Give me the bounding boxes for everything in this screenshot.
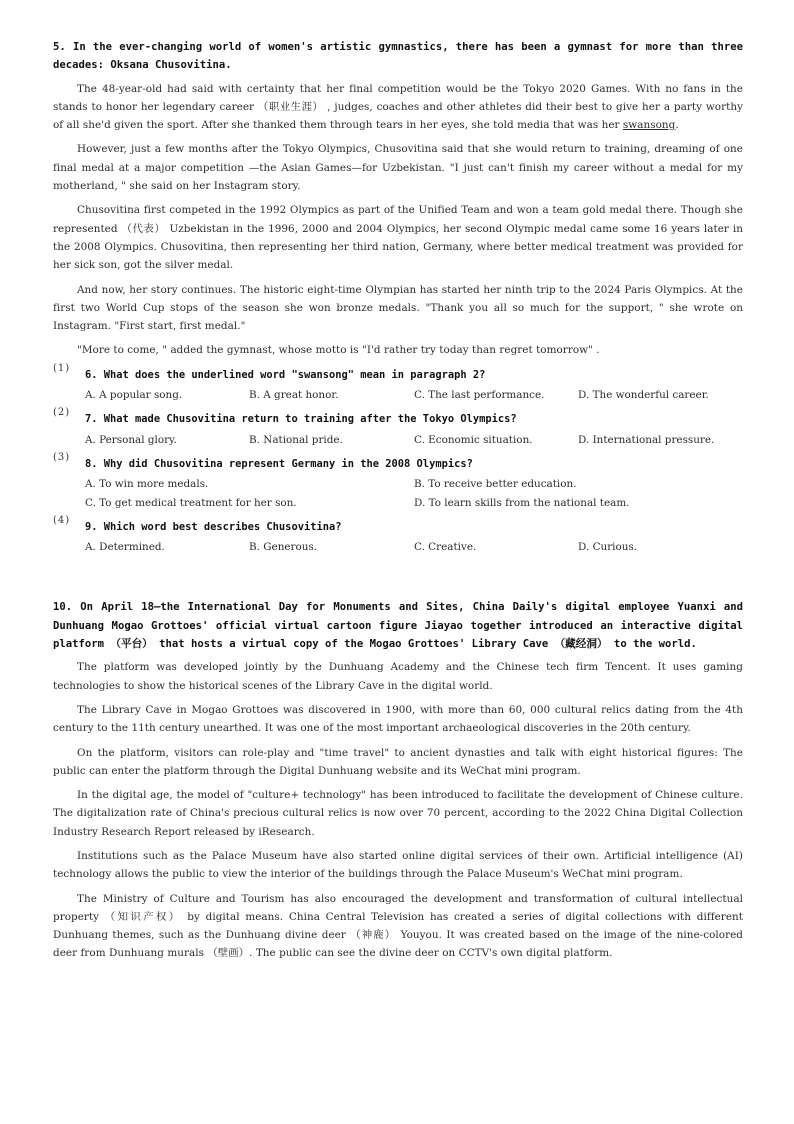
question-3-options <box>85 475 743 512</box>
question-1-options <box>85 386 743 404</box>
underlined-word: swansong <box>622 119 676 132</box>
question-text: 9. Which word best describes Chusovitina? <box>85 520 342 533</box>
worksheet-page <box>53 38 743 969</box>
option-d[interactable]: D. International pressure. <box>578 433 715 446</box>
passage1-p1-end: . <box>675 119 679 132</box>
option-b[interactable]: B. To receive better education. <box>414 478 577 491</box>
passage1-paragraph-1 <box>53 80 743 135</box>
passage2-paragraph-5: Institutions such as the Palace Museum have also started online digital services of their own. Artificial intelligence (AI) technology allows the public to view the interior of the buildings through the Palace Museum's WeChat mini program. <box>53 849 743 881</box>
question-number: (2) <box>53 407 71 419</box>
question-3 <box>53 451 743 473</box>
question-4-options <box>85 538 743 556</box>
question-4 <box>53 514 743 536</box>
question-2 <box>53 407 743 428</box>
passage2-paragraph-2: The Library Cave in Mogao Grottoes was discovered in 1900, with more than 60, 000 cultural relics dating from the 4th century to the 11th century unearthed. It was one of the most important archaeological discoveries in the 20th century. <box>53 703 743 735</box>
question-text: 6. What does the underlined word "swansong" mean in paragraph 2? <box>85 368 486 381</box>
option-a[interactable]: A. To win more medals. <box>85 478 209 491</box>
passage2-heading: 10. On April 18—the International Day for Monuments and Sites, China Daily's digital employee Yuanxi and Dunhuang Mogao Grottoes' official virtual cartoon figure Jiayao together introduced an interactive digital platform （平台） that hosts a virtual copy of the Mogao Grottoes' Library Cave （藏经洞） to the world. <box>53 601 743 651</box>
passage1-paragraph-3: Chusovitina first competed in the 1992 Olympics as part of the Unified Team and won a team gold medal there. Though she represented （代表） Uzbekistan in the 1996, 2000 and 2004 Olympics, her second Olympic medal came some 16 years later in the 2008 Olympics. Chusovitina, then representing her third nation, Germany, where better medical treatment was provided for her sick son, got the silver medal. <box>53 204 743 272</box>
question-number: (3) <box>53 451 71 463</box>
option-b[interactable]: B. Generous. <box>249 541 318 554</box>
option-a[interactable]: A. Personal glory. <box>85 433 177 446</box>
option-c[interactable]: C. Creative. <box>414 541 477 554</box>
option-d[interactable]: D. To learn skills from the national team. <box>414 496 630 509</box>
option-d[interactable]: D. The wonderful career. <box>578 389 709 402</box>
option-c[interactable]: C. Economic situation. <box>414 433 533 446</box>
passage1-paragraph-4: And now, her story continues. The historic eight-time Olympian has started her ninth trip to the 2024 Paris Olympics. At the first two World Cup stops of the season she won bronze medals. "Thank you all so much for the support, " she wrote on Instagram. "First start, first medal." <box>53 283 743 333</box>
question-text: 7. What made Chusovitina return to training after the Tokyo Olympics? <box>85 413 517 426</box>
option-a[interactable]: A. Determined. <box>85 541 165 554</box>
passage2-paragraph-3: On the platform, visitors can role-play and "time travel" to ancient dynasties and talk with eight historical figures: The public can enter the platform through the Digital Dunhuang website and its WeChat mini program. <box>53 746 743 777</box>
passage2-paragraph-4: In the digital age, the model of "culture+ technology" has been introduced to facilitate the development of Chinese culture. The digitalization rate of China's precious cultural relics is now over 70 percent, according to the 2022 China Digital Collection Industry Research Report released by iResearch. <box>53 789 743 838</box>
question-number: (1) <box>53 362 71 374</box>
passage1-paragraph-5: "More to come, " added the gymnast, whose motto is "I'd rather try today than regret tomorrow" . <box>77 344 600 357</box>
option-b[interactable]: B. National pride. <box>249 433 343 446</box>
option-b[interactable]: B. A great honor. <box>249 389 339 402</box>
option-d[interactable]: D. Curious. <box>578 541 638 554</box>
passage2-paragraph-1: The platform was developed jointly by the Dunhuang Academy and the Chinese tech firm Tencent. It uses gaming technologies to show the historical scenes of the Library Cave in the digital world. <box>53 661 743 692</box>
question-text: 8. Why did Chusovitina represent Germany in the 2008 Olympics? <box>85 457 473 470</box>
question-1 <box>53 362 743 384</box>
question-2-options <box>85 431 743 449</box>
option-a[interactable]: A. A popular song. <box>85 389 183 402</box>
passage1-paragraph-2: However, just a few months after the Tokyo Olympics, Chusovitina said that she would return to training, dreaming of one final medal at a major competition —the Asian Games—for Uzbekistan. "I just can't finish my career without a medal for my motherland, " she said on her Instagram story. <box>53 143 743 193</box>
question-number: (4) <box>53 514 71 526</box>
section-spacer <box>53 562 743 598</box>
passage1-p1-text: The 48-year-old had said with certainty that her final competition would be the Tokyo 2020 Games. With no fans in the stands to honor her legendary career （职业生涯） , judges, coaches and other athletes did their best to give her a party worthy of all she'd given the sport. After she thanked them through tears in her eyes, she told media that was her <box>53 82 743 132</box>
passage2-paragraph-6: The Ministry of Culture and Tourism has also encouraged the development and transformation of cultural intellectual property （知识产权） by digital means. China Central Television has created a series of digital collections with different Dunhuang themes, such as the Dunhuang divine deer （神鹿） Youyou. It was created based on the image of the nine-colored deer from Dunhuang murals （壁画）. The public can see the divine deer on CCTV's own digital platform. <box>53 892 743 960</box>
passage1-heading: 5. In the ever-changing world of women's artistic gymnastics, there has been a gymnast for more than three decades: Oksana Chusovitina. <box>53 41 743 72</box>
option-c[interactable]: C. The last performance. <box>414 389 545 402</box>
option-c[interactable]: C. To get medical treatment for her son. <box>85 496 297 509</box>
